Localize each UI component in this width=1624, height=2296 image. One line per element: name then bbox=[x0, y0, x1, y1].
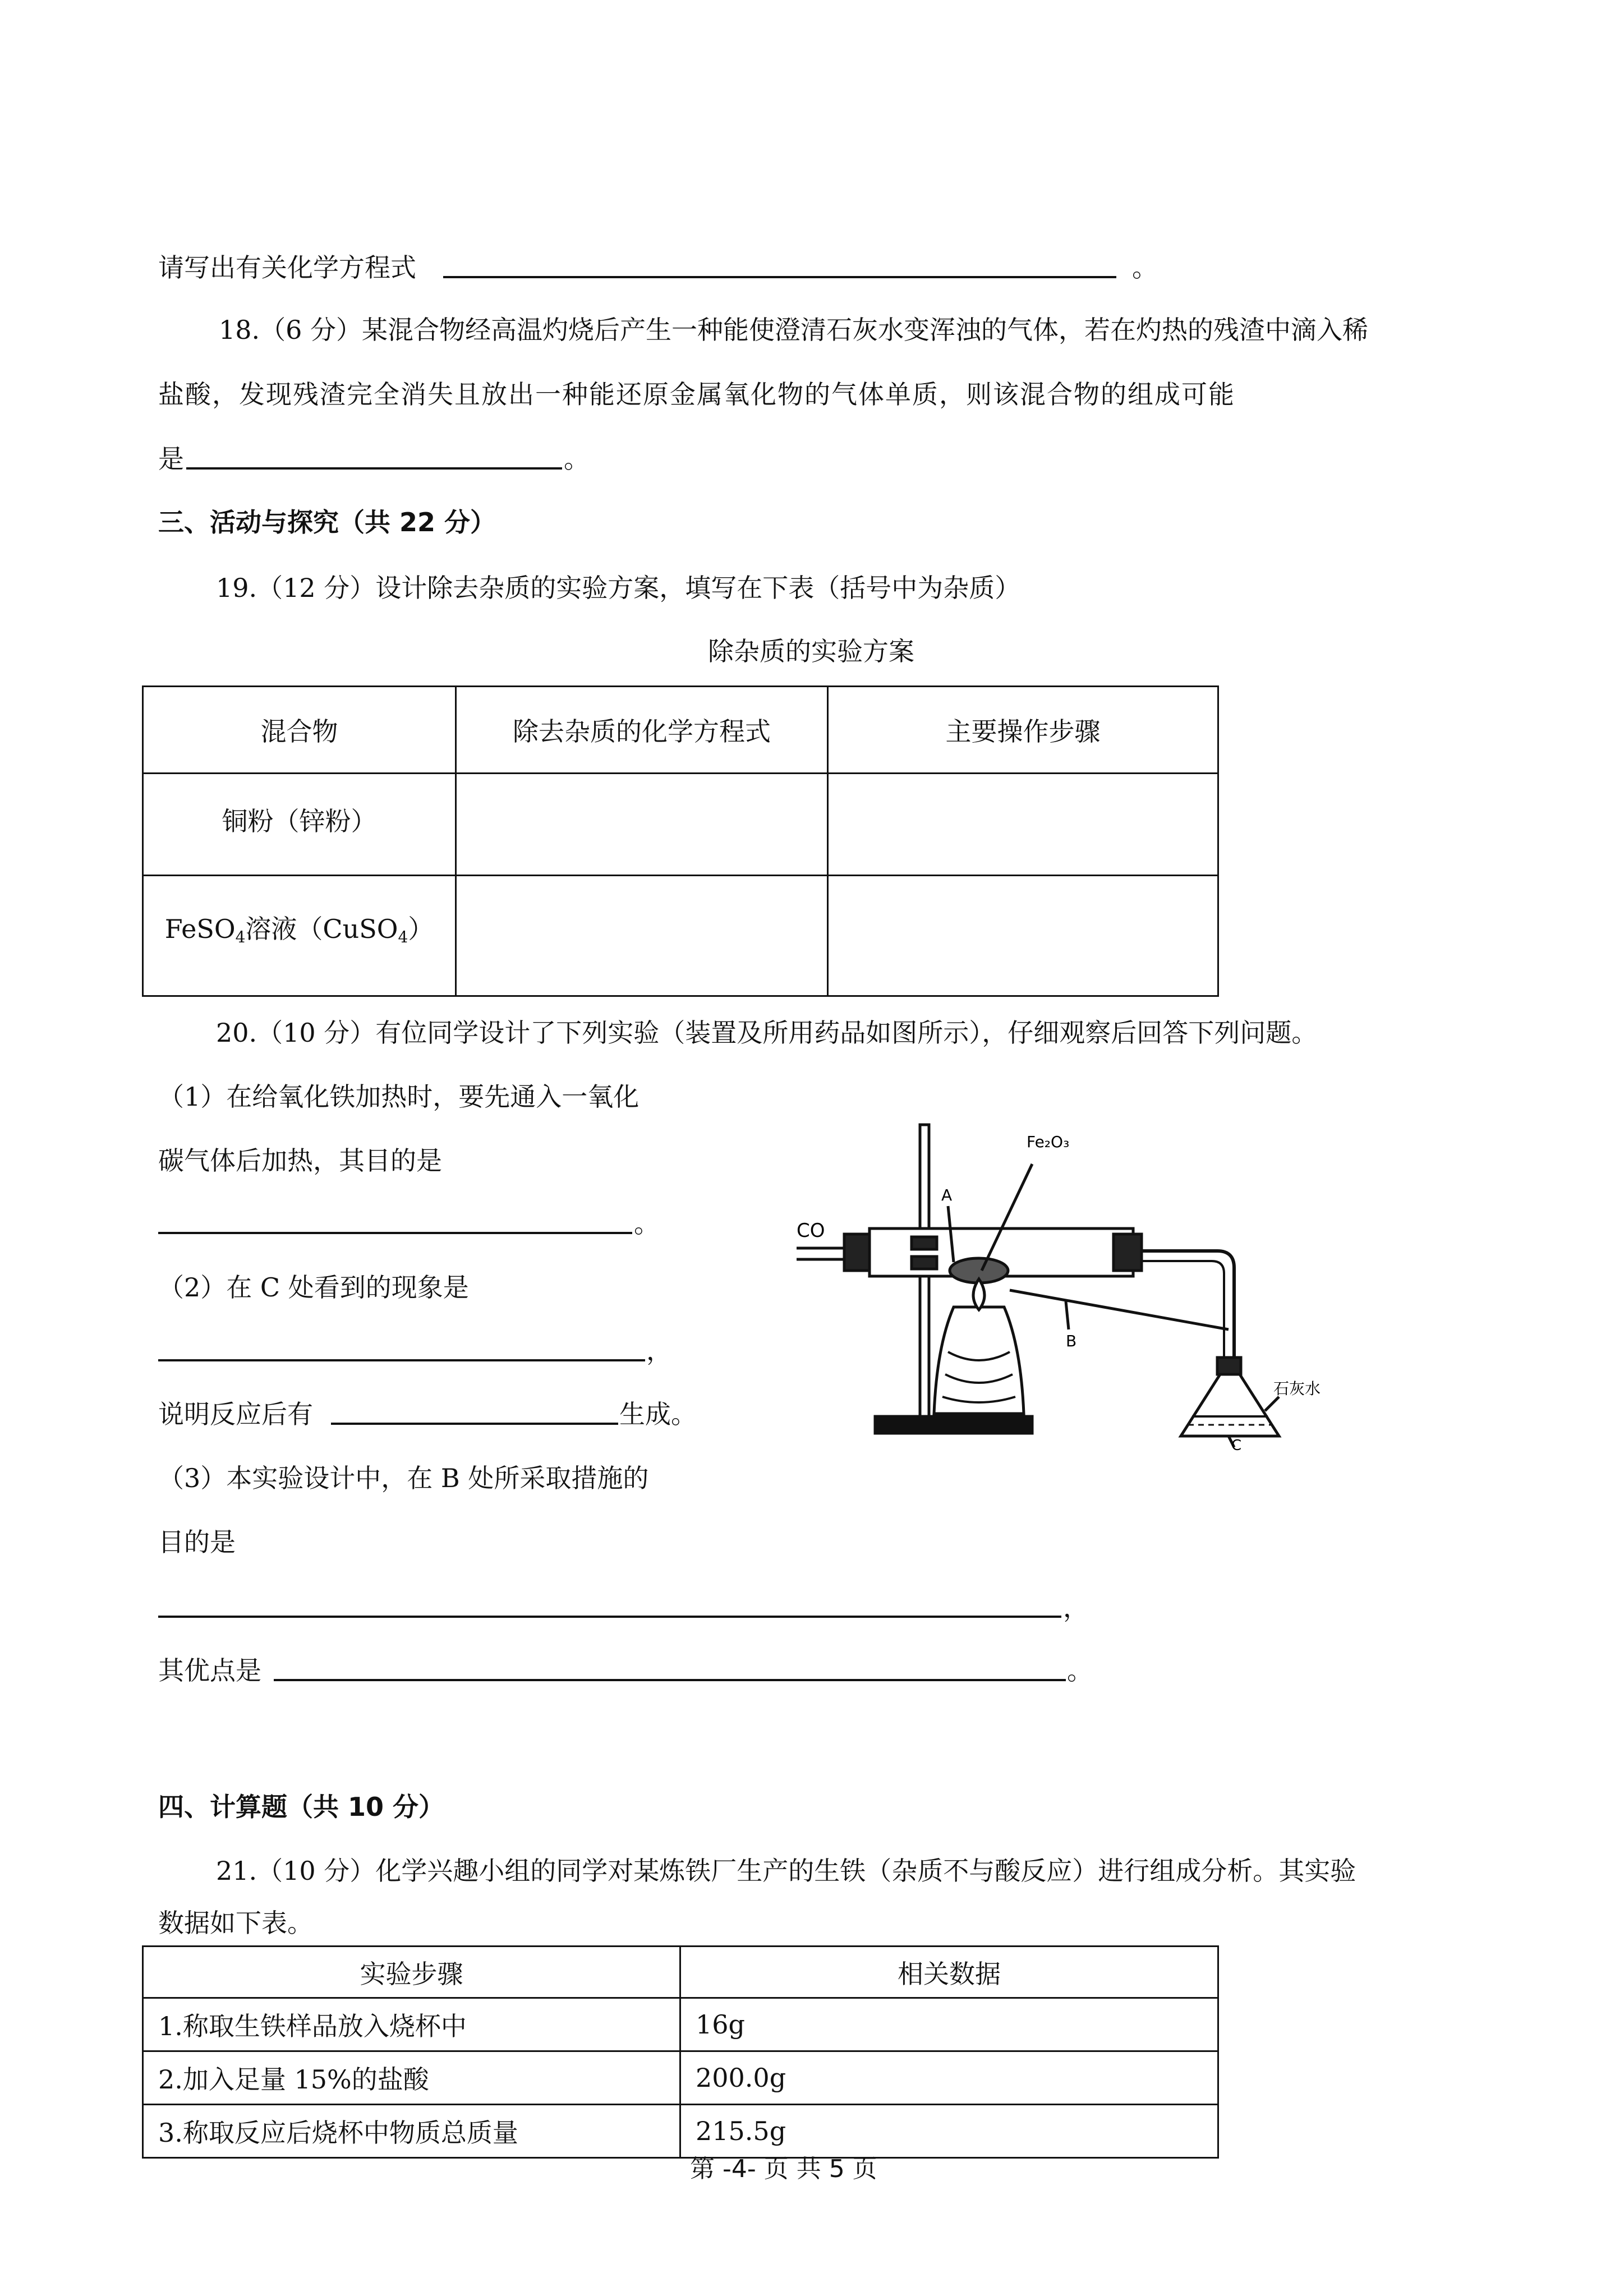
q21-row2-value: 200.0g bbox=[680, 2051, 1218, 2105]
label-b: B bbox=[1066, 1332, 1077, 1350]
table-row bbox=[143, 1998, 1218, 2051]
right-stopper bbox=[1114, 1234, 1142, 1271]
q20-p2-line2-start: 说明反应后有 bbox=[158, 1399, 313, 1429]
label-co: CO bbox=[797, 1220, 825, 1242]
q21-row2-step: 2.加入足量 15%的盐酸 bbox=[143, 2051, 680, 2105]
q17-prompt: 请写出有关化学方程式 bbox=[158, 252, 416, 283]
q20-p1-line2: 碳气体后加热，其目的是 bbox=[158, 1145, 442, 1176]
apparatus-figure bbox=[785, 1122, 1526, 1453]
q20-p2-line2-end: 生成。 bbox=[619, 1399, 697, 1429]
q20-p3-line3-start: 其优点是 bbox=[158, 1655, 261, 1686]
q21-row3-value: 215.5g bbox=[680, 2105, 1218, 2158]
q18-line3: 是 bbox=[158, 444, 184, 474]
section4-heading: 四、计算题（共 10 分） bbox=[158, 1792, 445, 1822]
q21-line2: 数据如下表。 bbox=[158, 1908, 313, 1938]
q20-p1-end-mark: 。 bbox=[634, 1208, 660, 1239]
q21-line1: 21.（10 分）化学兴趣小组的同学对某炼铁厂生产的生铁（杂质不与酸反应）进行组成分析。其实验 bbox=[216, 1856, 1356, 1886]
label-limewater: 石灰水 bbox=[1273, 1379, 1321, 1398]
q20-p1-answer-blank[interactable] bbox=[158, 1232, 632, 1234]
q20-p3-end-mark: ， bbox=[1063, 1593, 1089, 1623]
q21-header-data: 相关数据 bbox=[680, 1947, 1218, 1998]
q17-end-mark: 。 bbox=[1132, 252, 1158, 283]
q20-p2-end-mark: ， bbox=[646, 1336, 672, 1366]
q20-p3-answer-blank-2[interactable] bbox=[274, 1679, 1066, 1681]
q20-p2-answer-blank-2[interactable] bbox=[331, 1423, 618, 1425]
q20-p2-answer-blank-1[interactable] bbox=[158, 1359, 645, 1361]
q19-table-caption: 除杂质的实验方案 bbox=[708, 636, 914, 666]
table-row bbox=[143, 2051, 1218, 2105]
label-a: A bbox=[941, 1186, 953, 1204]
limewater-flask bbox=[1181, 1374, 1279, 1436]
q21-header-row bbox=[143, 1947, 1218, 1998]
q19-header-row bbox=[143, 687, 1218, 774]
q19-row2-mixture: FeSO$_4$溶液（CuSO$_4$） bbox=[143, 876, 456, 996]
q19-row2-equation-cell[interactable] bbox=[456, 876, 828, 996]
q21-header-step: 实验步骤 bbox=[143, 1947, 680, 1998]
stand-base bbox=[875, 1416, 1032, 1433]
q18-line2: 盐酸，发现残渣完全消失且放出一种能还原金属氧化物的气体单质，则该混合物的组成可能 bbox=[158, 379, 1235, 409]
q18-end-mark: 。 bbox=[564, 444, 590, 474]
q19-row2-steps-cell[interactable] bbox=[828, 876, 1218, 996]
label-c: C bbox=[1231, 1437, 1242, 1453]
q21-table bbox=[142, 1945, 1219, 2159]
q20-p3-line1: （3）本实验设计中，在 B 处所采取措施的 bbox=[158, 1463, 649, 1493]
q21-row1-step: 1.称取生铁样品放入烧杯中 bbox=[143, 1998, 680, 2051]
q19-header-steps: 主要操作步骤 bbox=[828, 687, 1218, 774]
q20-p3-line2: 目的是 bbox=[158, 1527, 236, 1557]
q18-line1: 18.（6 分）某混合物经高温灼烧后产生一种能使澄清石灰水变浑浊的气体，若在灼热的残渣中滴入稀 bbox=[219, 315, 1369, 345]
q19-row1-steps-cell[interactable] bbox=[828, 774, 1218, 876]
q19-stem: 19.（12 分）设计除去杂质的实验方案，填写在下表（括号中为杂质） bbox=[216, 573, 1021, 603]
q21-row3-step: 3.称取反应后烧杯中物质总质量 bbox=[143, 2105, 680, 2158]
q19-table bbox=[142, 685, 1219, 997]
q20-p3-answer-blank-1[interactable] bbox=[158, 1616, 1061, 1618]
q20-p1-line1: （1）在给氧化铁加热时，要先通入一氧化 bbox=[158, 1082, 640, 1112]
table-row bbox=[143, 876, 1218, 996]
q21-row1-value: 16g bbox=[680, 1998, 1218, 2051]
q19-header-equation: 除去杂质的化学方程式 bbox=[456, 687, 828, 774]
table-row bbox=[143, 774, 1218, 876]
q17-answer-blank[interactable] bbox=[443, 276, 1116, 278]
q20-p3-line3-end: 。 bbox=[1067, 1655, 1093, 1686]
q20-stem: 20.（10 分）有位同学设计了下列实验（装置及所用药品如图所示），仔细观察后回答下列问题。 bbox=[216, 1018, 1318, 1048]
q19-row1-equation-cell[interactable] bbox=[456, 774, 828, 876]
section3-heading: 三、活动与探究（共 22 分） bbox=[158, 507, 496, 537]
q19-header-mixture: 混合物 bbox=[143, 687, 456, 774]
lamp-flame bbox=[973, 1279, 984, 1310]
page-footer: 第 -4- 页 共 5 页 bbox=[690, 2155, 877, 2183]
label-fe2o3: Fe₂O₃ bbox=[1027, 1133, 1070, 1151]
q20-p2-line1: （2）在 C 处看到的现象是 bbox=[158, 1272, 469, 1303]
q18-answer-blank[interactable] bbox=[186, 467, 562, 470]
table-row bbox=[143, 2105, 1218, 2158]
q19-row1-mixture: 铜粉（锌粉） bbox=[143, 774, 456, 876]
